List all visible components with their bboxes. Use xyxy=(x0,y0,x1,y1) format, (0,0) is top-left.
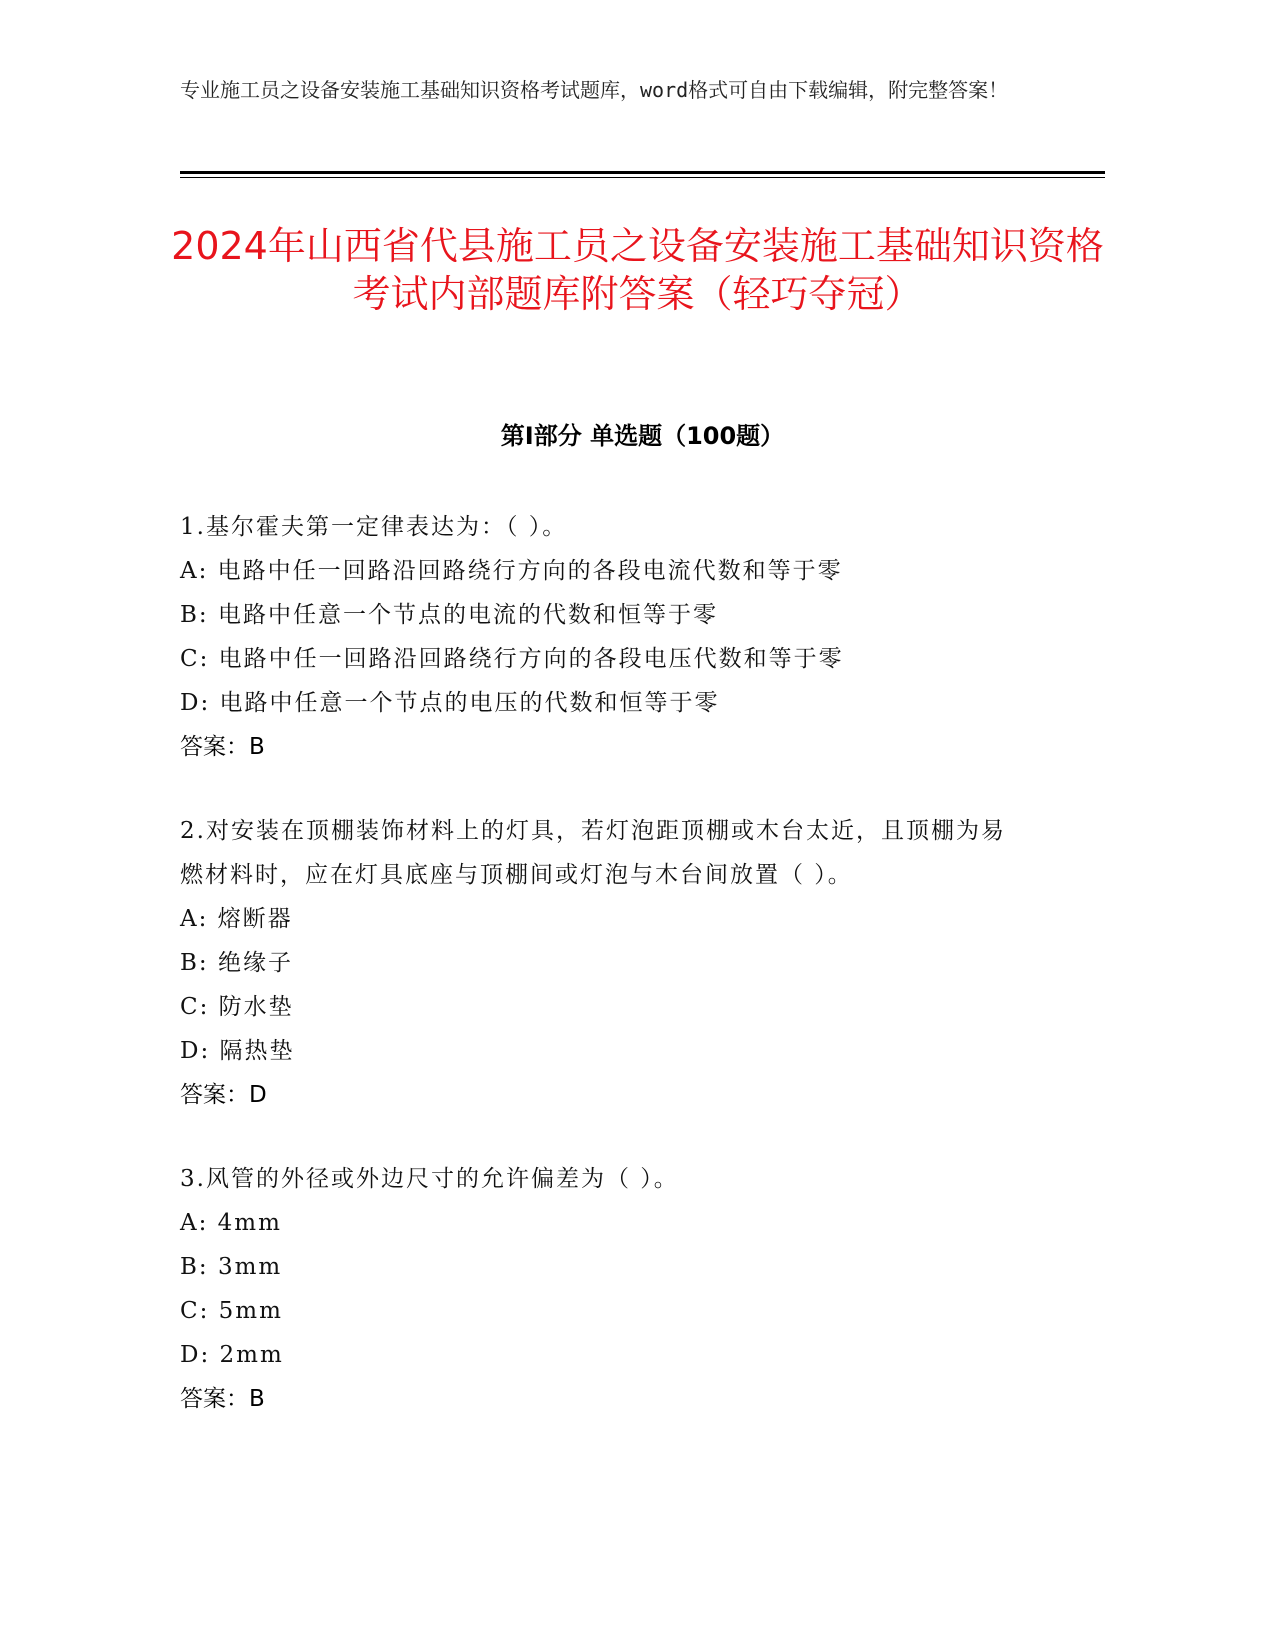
question-3 xyxy=(180,1157,1030,1421)
answer-line: 答案：D xyxy=(180,1082,267,1108)
answer-line: 答案：B xyxy=(180,1386,265,1412)
question-stem: 2.对安装在顶棚装饰材料上的灯具，若灯泡距顶棚或木台太近，且顶棚为易燃材料时，应在灯具底座与顶棚间或灯泡与木台间放置（ ）。 xyxy=(180,818,1006,888)
header-note: 专业施工员之设备安装施工基础知识资格考试题库，word格式可自由下载编辑，附完整答案！ xyxy=(180,78,1009,102)
document-title: 2024年山西省代县施工员之设备安装施工基础知识资格考试内部题库附答案（轻巧夺冠） xyxy=(171,224,1104,316)
option-c: C: 防水垫 xyxy=(180,994,294,1020)
option-c: C: 电路中任一回路沿回路绕行方向的各段电压代数和等于零 xyxy=(180,646,844,672)
option-d: D: 2mm xyxy=(180,1342,284,1368)
option-b: B: 绝缘子 xyxy=(180,950,293,976)
option-d: D: 电路中任意一个节点的电压的代数和恒等于零 xyxy=(180,690,720,716)
question-list xyxy=(180,505,1030,1461)
question-stem: 1.基尔霍夫第一定律表达为：（ ）。 xyxy=(180,514,568,540)
question-2 xyxy=(180,809,1030,1117)
header-divider-thin xyxy=(180,177,1105,178)
section-title: 第Ⅰ部分 单选题（100题） xyxy=(500,422,785,450)
question-stem: 3.风管的外径或外边尺寸的允许偏差为（ ）。 xyxy=(180,1166,679,1192)
question-1 xyxy=(180,505,1030,769)
option-b: B: 电路中任意一个节点的电流的代数和恒等于零 xyxy=(180,602,718,628)
option-a: A: 电路中任一回路沿回路绕行方向的各段电流代数和等于零 xyxy=(180,558,843,584)
option-a: A: 4mm xyxy=(180,1210,282,1236)
option-c: C: 5mm xyxy=(180,1298,283,1324)
option-d: D: 隔热垫 xyxy=(180,1038,295,1064)
header-divider-thick xyxy=(180,171,1105,174)
option-b: B: 3mm xyxy=(180,1254,283,1280)
answer-line: 答案：B xyxy=(180,734,265,760)
option-a: A: 熔断器 xyxy=(180,906,293,932)
